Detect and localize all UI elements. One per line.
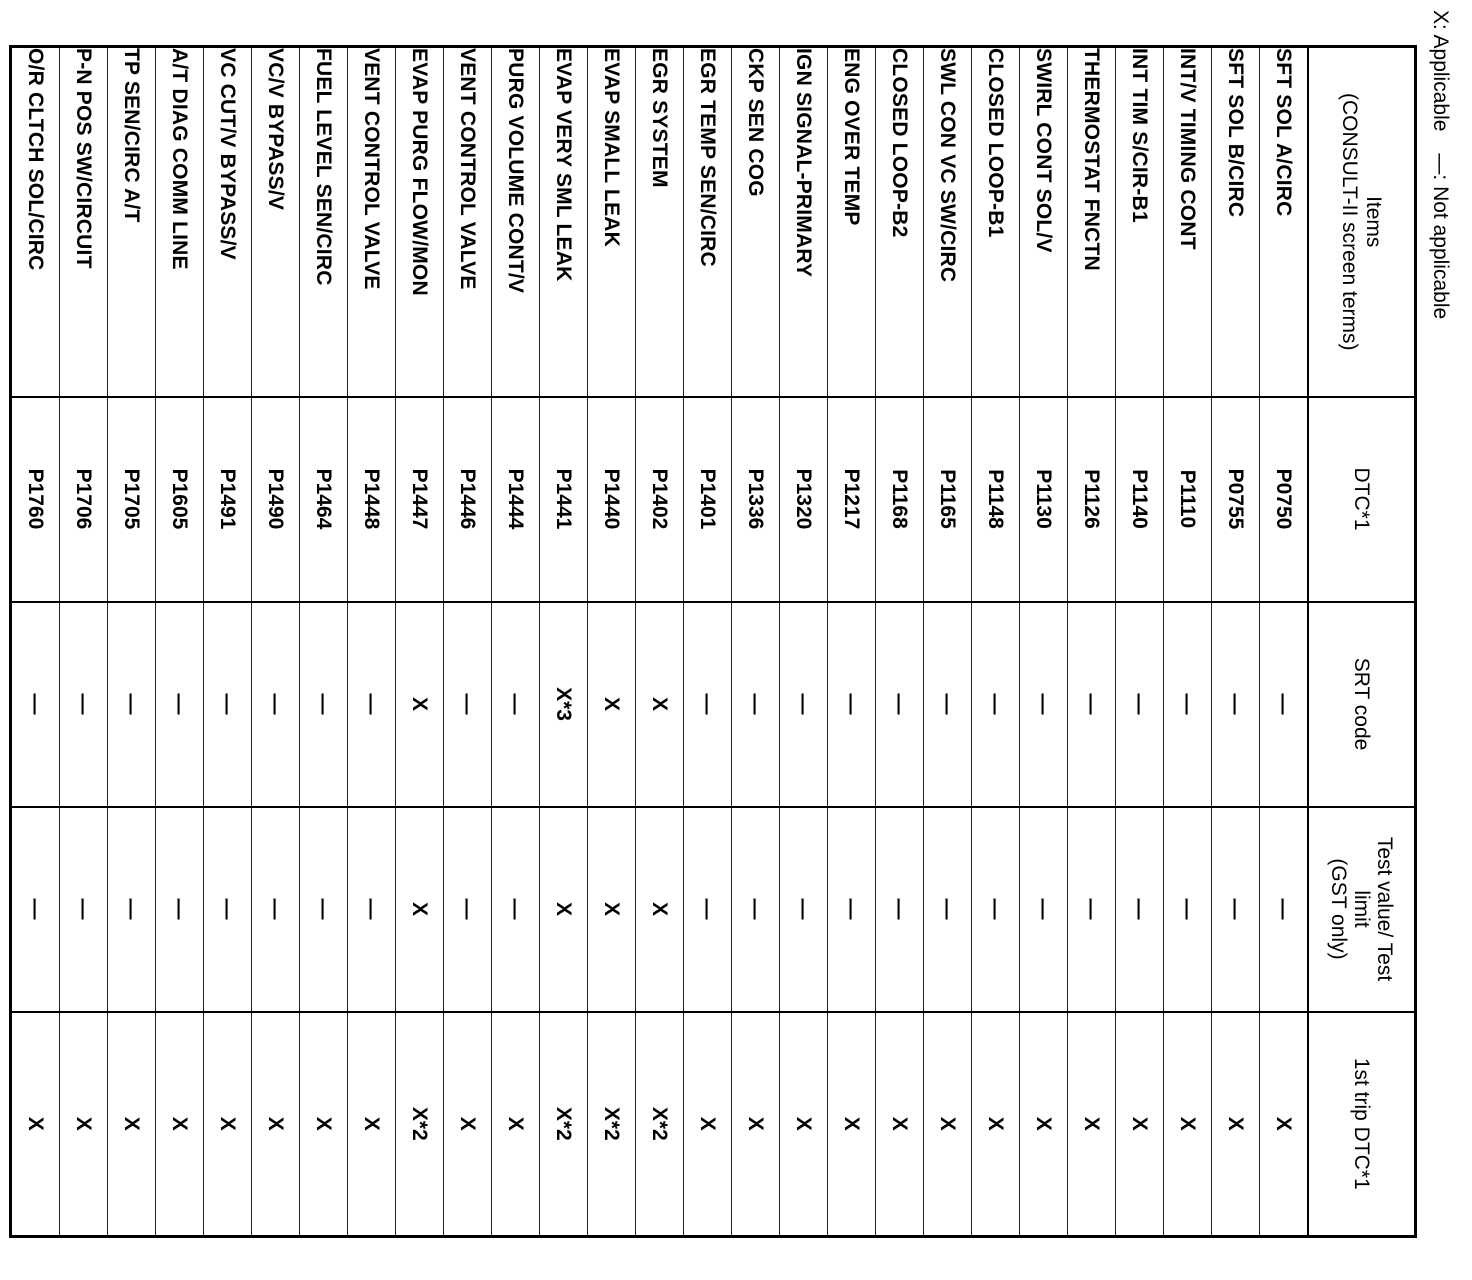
item-cell: EGR SYSTEM (636, 47, 684, 397)
dtc-cell: P1447 (396, 397, 444, 602)
srt-code-cell: — (1068, 602, 1116, 807)
table-row (540, 47, 588, 1237)
table-row (684, 47, 732, 1237)
test-value-cell: — (828, 807, 876, 1012)
srt-code-cell: — (300, 602, 348, 807)
srt-code-cell: — (1164, 602, 1212, 807)
srt-code-cell: — (684, 602, 732, 807)
test-value-cell: — (252, 807, 300, 1012)
dtc-cell: P1448 (348, 397, 396, 602)
srt-code-cell: — (444, 602, 492, 807)
test-value-cell: — (924, 807, 972, 1012)
table-row (1212, 47, 1260, 1237)
dtc-cell: P1126 (1068, 397, 1116, 602)
srt-code-cell: — (492, 602, 540, 807)
srt-code-cell: — (156, 602, 204, 807)
first-trip-dtc-cell: X (1020, 1012, 1068, 1237)
srt-code-cell: — (876, 602, 924, 807)
srt-code-cell: — (60, 602, 108, 807)
table-row (972, 47, 1020, 1237)
first-trip-dtc-cell: X*2 (636, 1012, 684, 1237)
table-row (492, 47, 540, 1237)
test-value-cell: — (444, 807, 492, 1012)
dtc-cell: P0750 (1260, 397, 1309, 602)
test-value-cell: — (348, 807, 396, 1012)
table-row (1020, 47, 1068, 1237)
table-row (732, 47, 780, 1237)
first-trip-dtc-cell: X (492, 1012, 540, 1237)
test-value-cell: — (11, 807, 60, 1012)
srt-code-cell: — (828, 602, 876, 807)
dtc-cell: P1402 (636, 397, 684, 602)
first-trip-dtc-cell: X (876, 1012, 924, 1237)
header-row (1308, 47, 1416, 1237)
test-value-cell: X (636, 807, 684, 1012)
first-trip-dtc-cell: X (11, 1012, 60, 1237)
srt-code-cell: — (780, 602, 828, 807)
first-trip-dtc-cell: X (348, 1012, 396, 1237)
table-row (156, 47, 204, 1237)
item-cell: SFT SOL B/CIRC (1212, 47, 1260, 397)
table-row (108, 47, 156, 1237)
first-trip-dtc-cell: X (204, 1012, 252, 1237)
item-cell: EVAP PURG FLOW/MON (396, 47, 444, 397)
test-value-cell: — (876, 807, 924, 1012)
dtc-cell: P1446 (444, 397, 492, 602)
dtc-cell: P1760 (11, 397, 60, 602)
item-cell: VC CUT/V BYPASS/V (204, 47, 252, 397)
first-trip-dtc-cell: X (780, 1012, 828, 1237)
legend-not-applicable: —: Not applicable (1429, 153, 1452, 320)
table-row (60, 47, 108, 1237)
test-value-cell: — (972, 807, 1020, 1012)
dtc-cell: P1140 (1116, 397, 1164, 602)
dtc-cell: P1165 (924, 397, 972, 602)
table-row (1260, 47, 1309, 1237)
srt-code-cell: — (1260, 602, 1309, 807)
srt-code-cell: X (396, 602, 444, 807)
srt-code-cell: — (1020, 602, 1068, 807)
table-row (780, 47, 828, 1237)
dtc-cell: P1320 (780, 397, 828, 602)
dtc-cell: P1706 (60, 397, 108, 602)
item-cell: INT TIM S/CIR-B1 (1116, 47, 1164, 397)
test-value-cell: — (492, 807, 540, 1012)
srt-code-cell: X (636, 602, 684, 807)
table-row (924, 47, 972, 1237)
dtc-cell: P1705 (108, 397, 156, 602)
item-cell: CLOSED LOOP-B1 (972, 47, 1020, 397)
table-row (828, 47, 876, 1237)
test-value-cell: — (1068, 807, 1116, 1012)
srt-code-cell: — (1116, 602, 1164, 807)
dtc-table (9, 45, 1417, 1238)
legend-applicable: X: Applicable (1429, 10, 1452, 132)
item-cell: FUEL LEVEL SEN/CIRC (300, 47, 348, 397)
item-cell: IGN SIGNAL-PRIMARY (780, 47, 828, 397)
table-body (11, 47, 1309, 1237)
item-cell: ENG OVER TEMP (828, 47, 876, 397)
test-value-cell: — (780, 807, 828, 1012)
table-row (588, 47, 636, 1237)
first-trip-dtc-cell: X (108, 1012, 156, 1237)
srt-code-cell: — (732, 602, 780, 807)
dtc-cell: P1441 (540, 397, 588, 602)
dtc-cell: P1130 (1020, 397, 1068, 602)
first-trip-dtc-cell: X (444, 1012, 492, 1237)
item-cell: CLOSED LOOP-B2 (876, 47, 924, 397)
srt-code-cell: — (924, 602, 972, 807)
srt-code-cell: X*3 (540, 602, 588, 807)
test-value-cell: — (300, 807, 348, 1012)
item-cell: VENT CONTROL VALVE (348, 47, 396, 397)
item-cell: EVAP SMALL LEAK (588, 47, 636, 397)
test-value-cell: — (156, 807, 204, 1012)
first-trip-dtc-cell: X (684, 1012, 732, 1237)
test-value-cell: — (1020, 807, 1068, 1012)
test-value-cell: X (540, 807, 588, 1012)
first-trip-dtc-cell: X*2 (396, 1012, 444, 1237)
first-trip-dtc-cell: X (1116, 1012, 1164, 1237)
first-trip-dtc-cell: X (732, 1012, 780, 1237)
srt-code-cell: — (108, 602, 156, 807)
header-test-value: Test value/ Test limit (GST only) (1308, 807, 1416, 1012)
header-items: Items (CONSULT-II screen terms) (1308, 47, 1416, 397)
first-trip-dtc-cell: X (252, 1012, 300, 1237)
first-trip-dtc-cell: X (1068, 1012, 1116, 1237)
header-srt-code: SRT code (1308, 602, 1416, 807)
item-cell: O/R CLTCH SOL/CIRC (11, 47, 60, 397)
item-cell: VC/V BYPASS/V (252, 47, 300, 397)
table-row (1068, 47, 1116, 1237)
test-value-cell: — (732, 807, 780, 1012)
legend (1428, 10, 1452, 319)
test-value-cell: — (684, 807, 732, 1012)
first-trip-dtc-cell: X (924, 1012, 972, 1237)
test-value-cell: — (60, 807, 108, 1012)
table-row (1116, 47, 1164, 1237)
test-value-cell: — (1116, 807, 1164, 1012)
table-row (11, 47, 60, 1237)
srt-code-cell: — (11, 602, 60, 807)
item-cell: EVAP VERY SML LEAK (540, 47, 588, 397)
dtc-cell: P1444 (492, 397, 540, 602)
header-first-trip-dtc: 1st trip DTC*1 (1308, 1012, 1416, 1237)
dtc-cell: P1148 (972, 397, 1020, 602)
dtc-cell: P1490 (252, 397, 300, 602)
first-trip-dtc-cell: X*2 (588, 1012, 636, 1237)
first-trip-dtc-cell: X (1164, 1012, 1212, 1237)
item-cell: SFT SOL A/CIRC (1260, 47, 1309, 397)
test-value-cell: X (588, 807, 636, 1012)
srt-code-cell: — (348, 602, 396, 807)
item-cell: PURG VOLUME CONT/V (492, 47, 540, 397)
table-row (348, 47, 396, 1237)
first-trip-dtc-cell: X (972, 1012, 1020, 1237)
dtc-cell: P1336 (732, 397, 780, 602)
first-trip-dtc-cell: X (60, 1012, 108, 1237)
item-cell: EGR TEMP SEN/CIRC (684, 47, 732, 397)
test-value-cell: — (1212, 807, 1260, 1012)
dtc-cell: P1440 (588, 397, 636, 602)
table-row (636, 47, 684, 1237)
srt-code-cell: X (588, 602, 636, 807)
item-cell: CKP SEN COG (732, 47, 780, 397)
dtc-cell: P1217 (828, 397, 876, 602)
header-dtc: DTC*1 (1308, 397, 1416, 602)
item-cell: TP SEN/CIRC A/T (108, 47, 156, 397)
first-trip-dtc-cell: X (828, 1012, 876, 1237)
dtc-cell: P1168 (876, 397, 924, 602)
dtc-cell: P1491 (204, 397, 252, 602)
item-cell: THERMOSTAT FNCTN (1068, 47, 1116, 397)
srt-code-cell: — (1212, 602, 1260, 807)
dtc-cell: P1464 (300, 397, 348, 602)
table-row (252, 47, 300, 1237)
item-cell: SWIRL CONT SOL/V (1020, 47, 1068, 397)
item-cell: A/T DIAG COMM LINE (156, 47, 204, 397)
table-row (876, 47, 924, 1237)
table-row (396, 47, 444, 1237)
first-trip-dtc-cell: X (156, 1012, 204, 1237)
item-cell: P-N POS SW/CIRCUIT (60, 47, 108, 397)
srt-code-cell: — (204, 602, 252, 807)
srt-code-cell: — (252, 602, 300, 807)
srt-code-cell: — (972, 602, 1020, 807)
item-cell: SWL CON VC SW/CIRC (924, 47, 972, 397)
table-row (1164, 47, 1212, 1237)
item-cell: INT/V TIMING CONT (1164, 47, 1212, 397)
table-row (204, 47, 252, 1237)
table-row (300, 47, 348, 1237)
first-trip-dtc-cell: X (1212, 1012, 1260, 1237)
table-row (444, 47, 492, 1237)
test-value-cell: — (1164, 807, 1212, 1012)
first-trip-dtc-cell: X*2 (540, 1012, 588, 1237)
test-value-cell: — (1260, 807, 1309, 1012)
dtc-cell: P1110 (1164, 397, 1212, 602)
dtc-cell: P0755 (1212, 397, 1260, 602)
first-trip-dtc-cell: X (300, 1012, 348, 1237)
test-value-cell: — (204, 807, 252, 1012)
first-trip-dtc-cell: X (1260, 1012, 1309, 1237)
item-cell: VENT CONTROL VALVE (444, 47, 492, 397)
test-value-cell: — (108, 807, 156, 1012)
dtc-cell: P1605 (156, 397, 204, 602)
test-value-cell: X (396, 807, 444, 1012)
dtc-cell: P1401 (684, 397, 732, 602)
